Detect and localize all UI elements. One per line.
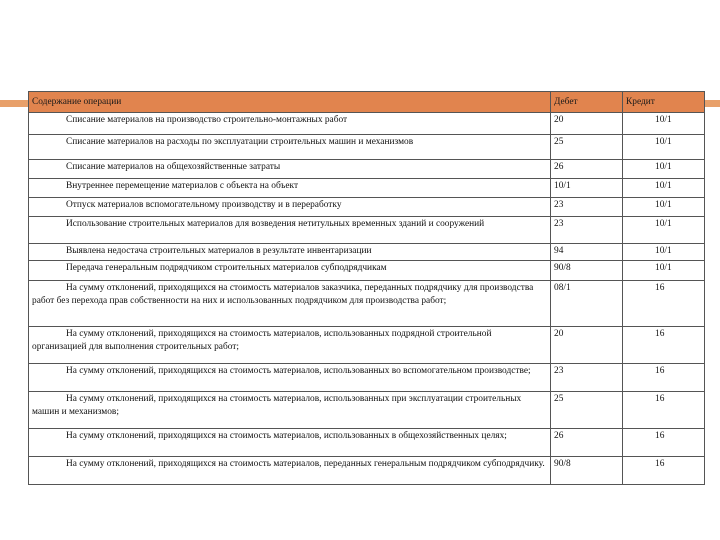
table-row	[29, 392, 705, 429]
header-operation: Содержание операции	[29, 92, 551, 113]
credit-cell: 10/1	[623, 179, 705, 198]
table-row	[29, 457, 705, 485]
credit-cell: 10/1	[623, 135, 705, 160]
operation-cell: На сумму отклонений, приходящихся на стоимость материалов, использованных при эксплуатации строительных машин и механизмов;	[29, 392, 551, 429]
header-debit: Дебет	[551, 92, 623, 113]
table-row	[29, 135, 705, 160]
debit-cell: 23	[551, 217, 623, 244]
operation-cell: На сумму отклонений, приходящихся на стоимость материалов заказчика, переданных подрядчику для производства работ без перехода прав собственности на них и использованных подрядчиком для производства работ;	[29, 281, 551, 327]
operation-cell: На сумму отклонений, приходящихся на стоимость материалов, использованных во вспомогательном производстве;	[29, 364, 551, 392]
debit-cell: 26	[551, 429, 623, 457]
table-row	[29, 179, 705, 198]
credit-cell: 16	[623, 364, 705, 392]
table-row	[29, 217, 705, 244]
credit-cell: 16	[623, 392, 705, 429]
operation-cell: На сумму отклонений, приходящихся на стоимость материалов, использованных подрядной строительной организацией для выполнения строительных работ;	[29, 327, 551, 364]
table-row	[29, 429, 705, 457]
operation-cell: На сумму отклонений, приходящихся на стоимость материалов, использованных в общехозяйственных целях;	[29, 429, 551, 457]
debit-cell: 25	[551, 135, 623, 160]
credit-cell: 10/1	[623, 244, 705, 261]
credit-cell: 16	[623, 281, 705, 327]
debit-cell: 26	[551, 160, 623, 179]
operation-cell: Выявлена недостача строительных материалов в результате инвентаризации	[29, 244, 551, 261]
debit-cell: 08/1	[551, 281, 623, 327]
debit-cell: 10/1	[551, 179, 623, 198]
operation-cell: Внутреннее перемещение материалов с объекта на объект	[29, 179, 551, 198]
debit-cell: 20	[551, 327, 623, 364]
debit-cell: 25	[551, 392, 623, 429]
debit-cell: 23	[551, 198, 623, 217]
operations-table	[28, 91, 705, 485]
credit-cell: 10/1	[623, 113, 705, 135]
debit-cell: 94	[551, 244, 623, 261]
table-row	[29, 261, 705, 281]
table-header-row	[29, 92, 705, 113]
table-row	[29, 160, 705, 179]
operation-cell: Использование строительных материалов для возведения нетитульных временных зданий и сооружений	[29, 217, 551, 244]
table-row	[29, 327, 705, 364]
table-row	[29, 364, 705, 392]
operation-cell: На сумму отклонений, приходящихся на стоимость материалов, переданных генеральным подрядчиком субподрядчику.	[29, 457, 551, 485]
operation-cell: Отпуск материалов вспомогательному производству и в переработку	[29, 198, 551, 217]
credit-cell: 10/1	[623, 160, 705, 179]
header-credit: Кредит	[623, 92, 705, 113]
operation-cell: Передача генеральным подрядчиком строительных материалов субподрядчикам	[29, 261, 551, 281]
table-row	[29, 113, 705, 135]
debit-cell: 20	[551, 113, 623, 135]
operation-cell: Списание материалов на производство строительно-монтажных работ	[29, 113, 551, 135]
credit-cell: 16	[623, 429, 705, 457]
credit-cell: 10/1	[623, 198, 705, 217]
table-row	[29, 244, 705, 261]
operation-cell: Списание материалов на расходы по эксплуатации строительных машин и механизмов	[29, 135, 551, 160]
debit-cell: 90/8	[551, 261, 623, 281]
credit-cell: 10/1	[623, 217, 705, 244]
credit-cell: 16	[623, 457, 705, 485]
debit-cell: 23	[551, 364, 623, 392]
operation-cell: Списание материалов на общехозяйственные затраты	[29, 160, 551, 179]
debit-cell: 90/8	[551, 457, 623, 485]
table-row	[29, 281, 705, 327]
credit-cell: 10/1	[623, 261, 705, 281]
credit-cell: 16	[623, 327, 705, 364]
table-row	[29, 198, 705, 217]
